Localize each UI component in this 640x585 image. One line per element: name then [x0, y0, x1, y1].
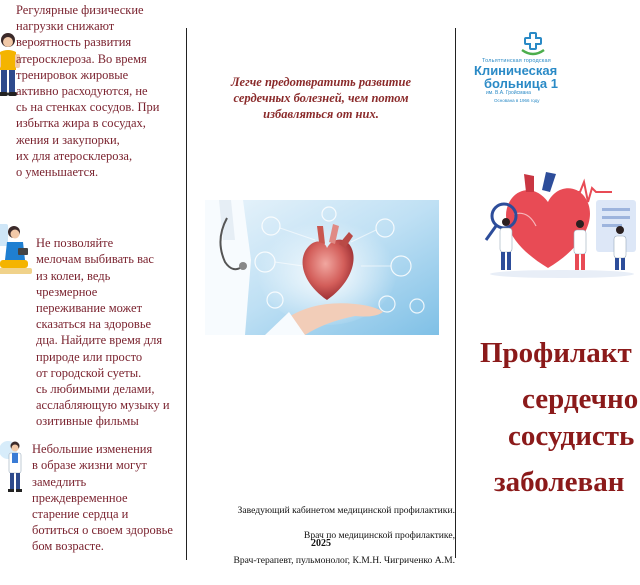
- doctors-heart-illustration: [484, 170, 640, 278]
- hospital-cross-icon: [518, 30, 548, 56]
- panel-left: [0, 0, 186, 585]
- lifestyle-paragraph-text: Небольшие изменения в образе жизни могут замедлить преждевременное старение сердца и ботиться о своем здоровье бом возрасте.: [32, 442, 173, 554]
- heart-hand-photo: [205, 200, 439, 335]
- prevention-quote: Легче предотвратить развитие сердечных болезней, чем потом избавляться от них.: [230, 75, 412, 121]
- exercise-paragraph: Регулярные физические нагрузки снижают вероятность развития атеросклероза. Во время тренировок жировые активно расходуются, не сь на стенках сосудов. При избытка жира в сосудах, жения и закупорки, их для атеросклероза, о уменьшается.: [16, 3, 160, 180]
- author-line-1: Заведующий кабинетом медицинской профилактики.: [237, 504, 455, 516]
- logo-subtitle: им. В.А. Гройсмана: [486, 90, 531, 96]
- stress-paragraph-text: Не позволяйте мелочам выбивать вас из колеи, ведь чрезмерное переживание может сказаться на здоровье дца. Найдите время для природе или просто от городской суеты. сь любимыми делами, асслабляющую музыку и озитивные фильмы: [36, 236, 170, 429]
- title-line-4: заболеван: [494, 466, 625, 498]
- lifestyle-paragraph: [0, 425, 180, 555]
- panel-middle: [187, 0, 455, 585]
- author-line-2: Врач по медицинской профилактике,: [303, 529, 455, 541]
- heart-hand-image: [205, 200, 439, 335]
- author-block: [187, 492, 455, 580]
- logo-city-text: Тольяттинская городская: [482, 58, 551, 64]
- title-line-3: сосудисть: [508, 420, 635, 452]
- logo-founded: Основана в 1966 году: [494, 98, 540, 103]
- author-line-3: Врач-терапевт, пульмонолог, К.М.Н. Чигриченко А.М.: [233, 554, 455, 566]
- stress-paragraph: [0, 219, 180, 430]
- publication-year: 2025: [311, 538, 331, 549]
- panel-right: [456, 0, 640, 585]
- title-line-2: сердечно: [522, 383, 639, 415]
- title-line-1: Профилакт: [480, 337, 632, 369]
- hospital-logo: [474, 30, 584, 103]
- logo-name-line-2: больница 1: [484, 76, 558, 91]
- logo-name-line-1: Клиническая: [474, 63, 558, 78]
